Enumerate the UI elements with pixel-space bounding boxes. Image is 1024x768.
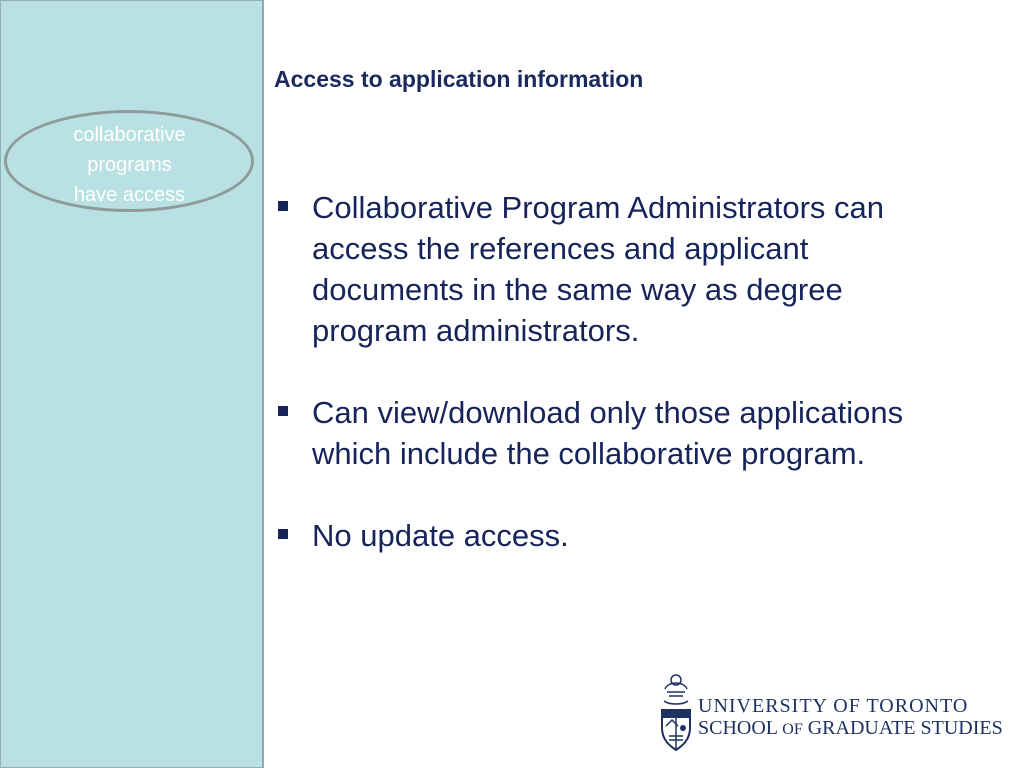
crest-icon: [656, 670, 696, 754]
bullet-list: [276, 187, 966, 556]
school-name: [698, 716, 1003, 742]
school-name-part-2: OF: [782, 721, 803, 738]
ellipse-line-2: programs: [87, 154, 172, 176]
ellipse-line-3: have access: [73, 184, 186, 206]
ellipse-line-1: collaborative: [73, 124, 186, 146]
school-name-part-3: GRADUATE STUDIES: [807, 717, 1003, 739]
bullet-item: [276, 187, 966, 351]
sidebar-panel: [0, 0, 264, 768]
bullet-text: Collaborative Program Administrators can access the references and applicant documents in the same way as degree program administrators.: [312, 190, 885, 348]
university-logo: [656, 670, 1012, 754]
bullet-item: [276, 515, 966, 556]
square-bullet-icon: [278, 529, 288, 539]
square-bullet-icon: [278, 406, 288, 416]
slide-title: Access to application information: [274, 66, 644, 92]
bullet-text: Can view/download only those applications which include the collaborative program.: [312, 395, 904, 471]
ellipse-callout-text: [1, 120, 258, 210]
school-name-part-1: SCHOOL: [698, 717, 778, 739]
university-name: UNIVERSITY OF TORONTO: [698, 695, 969, 717]
bullet-item: [276, 392, 966, 474]
square-bullet-icon: [278, 201, 288, 211]
bullet-text: No update access.: [312, 518, 569, 553]
